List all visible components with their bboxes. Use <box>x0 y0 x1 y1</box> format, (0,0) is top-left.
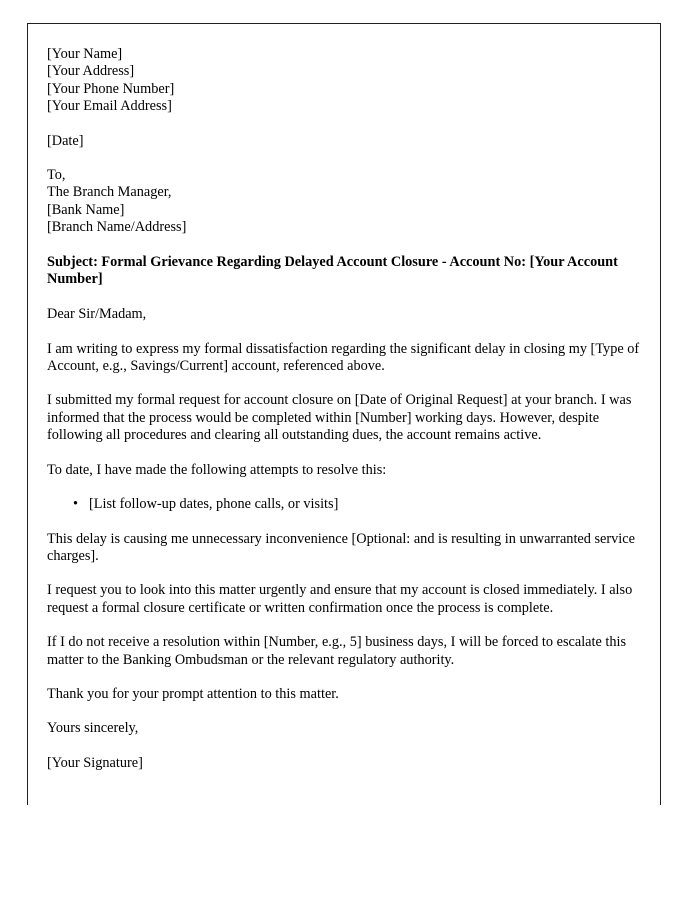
salutation: Dear Sir/Madam, <box>47 306 147 323</box>
sender-phone-line: [Your Phone Number] <box>47 80 175 97</box>
sender-name-line: [Your Name] <box>47 46 123 62</box>
recipient-to-line: To, <box>47 167 66 184</box>
recipient-title-line: The Branch Manager, <box>47 184 172 201</box>
document-page-frame <box>27 23 661 805</box>
date-block <box>47 133 642 150</box>
recipient-bank-line: [Bank Name] <box>47 201 125 218</box>
sender-address-line: [Your Address] <box>47 63 135 80</box>
body-paragraph: Thank you for your prompt attention to this matter. <box>47 685 339 702</box>
letter-date: [Date] <box>47 132 84 149</box>
recipient-address-block <box>47 167 642 237</box>
subject-line: Subject: Formal Grievance Regarding Delayed Account Closure - Account No: [Your Account Number] <box>47 253 618 288</box>
attempts-bullet-list <box>47 496 642 513</box>
closing-salutation: Yours sincerely, <box>47 720 139 737</box>
body-paragraph: I request you to look into this matter urgently and ensure that my account is closed immediately. I also request a formal closure certificate or written confirmation once the process is complete. <box>47 582 633 616</box>
list-item <box>73 496 642 513</box>
signature-placeholder: [Your Signature] <box>47 754 143 771</box>
body-paragraph: To date, I have made the following attempts to resolve this: <box>47 461 387 478</box>
body-paragraph: This delay is causing me unnecessary inconvenience [Optional: and is resulting in unwarranted service charges]. <box>47 530 635 564</box>
sender-email-line: [Your Email Address] <box>47 98 172 115</box>
list-item-label: [List follow-up dates, phone calls, or visits] <box>89 496 339 513</box>
body-paragraph: I submitted my formal request for account closure on [Date of Original Request] at your branch. I was informed that the process would be completed within [Number] working days. However, despite following all procedures and clearing all outstanding dues, the account remains active. <box>47 392 632 444</box>
body-paragraph: If I do not receive a resolution within [Number, e.g., 5] business days, I will be forced to escalate this matter to the Banking Ombudsman or the relevant regulatory authority. <box>47 634 627 668</box>
letter-body <box>47 46 642 772</box>
bullet-point-icon: • <box>73 496 79 513</box>
sender-address-block <box>47 46 642 116</box>
body-paragraph: I am writing to express my formal dissatisfaction regarding the significant delay in closing my [Type of Account, e.g., Savings/Current] account, referenced above. <box>47 340 640 375</box>
recipient-branch-line: [Branch Name/Address] <box>47 219 187 236</box>
